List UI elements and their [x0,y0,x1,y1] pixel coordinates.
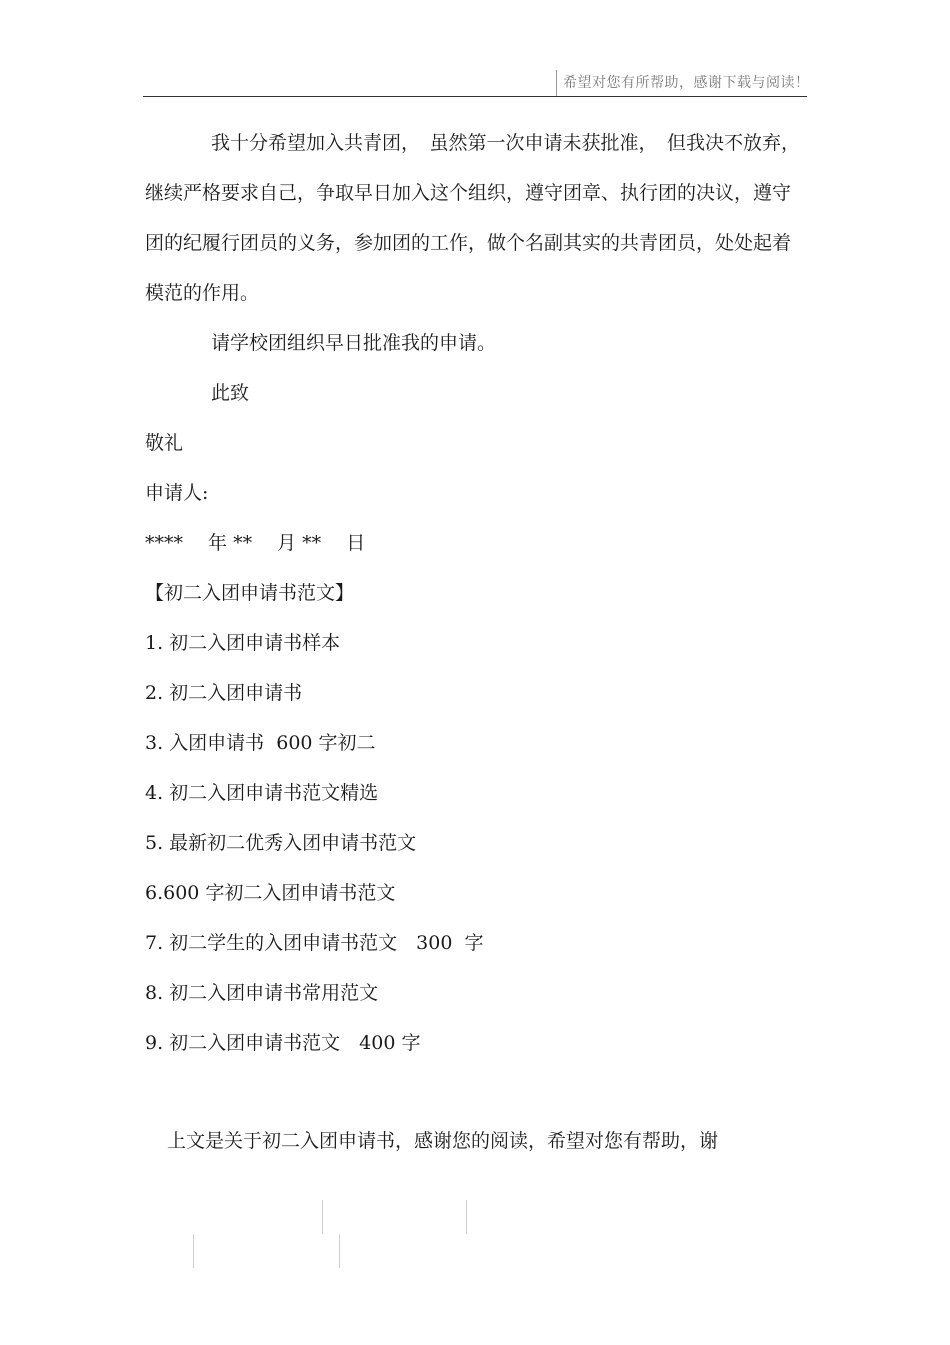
date-line: **** 年 ** 月 ** 日 [145,532,366,554]
applicant-label: 申请人: [145,482,209,504]
list-item: 5. 最新初二优秀入团申请书范文 [145,832,417,854]
list-item: 7. 初二学生的入团申请书范文 300 字 [145,932,484,954]
closing-line: 上文是关于初二入团申请书，感谢您的阅读，希望对您有帮助，谢 [167,1130,719,1152]
header-banner: 希望对您有所帮助，感谢下载与阅读！ [556,70,816,96]
body-paragraph: 我十分希望加入共青团， 虽然第一次申请未获批准， 但我决不放弃，继续严格要求自己，争取早日加入这个组织，遵守团章、执行团的决议，遵守团的纪履行团员的义务，参加团的工作，做个名副其实的共青团员，处处起着模范的作用。 [145,132,801,304]
header-divider [143,96,807,97]
document-body [145,118,805,1068]
salutation-jingli: 敬礼 [145,432,184,454]
faint-divider [339,1234,340,1268]
list-item: 2. 初二入团申请书 [145,682,303,704]
list-item: 4. 初二入团申请书范文精选 [145,782,379,804]
list-item: 9. 初二入团申请书范文 400 字 [145,1032,421,1054]
list-item: 3. 入团申请书 600 字初二 [145,732,376,754]
salutation-cizhi: 此致 [211,382,250,404]
list-item: 1. 初二入团申请书样本 [145,632,341,654]
list-heading: 【初二入团申请书范文】 [145,582,355,604]
request-line: 请学校团组织早日批准我的申请。 [211,332,497,354]
faint-divider [466,1200,467,1234]
faint-divider [193,1234,194,1268]
list-item: 8. 初二入团申请书常用范文 [145,982,379,1004]
list-item: 6.600 字初二入团申请书范文 [145,882,396,904]
faint-divider [322,1200,323,1234]
